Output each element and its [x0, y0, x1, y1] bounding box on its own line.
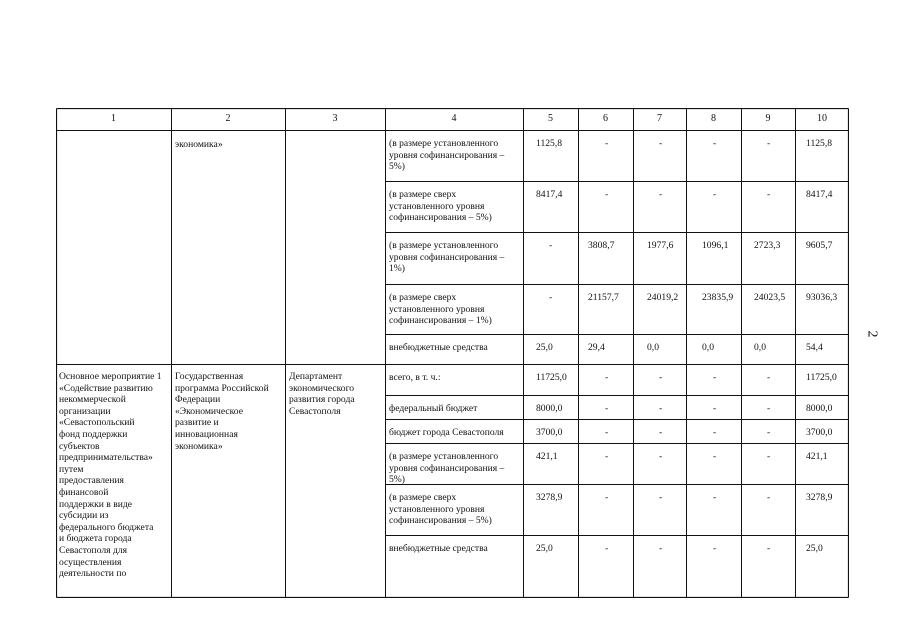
value-cell: -: [767, 492, 771, 503]
value-cell: 8417,4: [536, 189, 563, 200]
activity-description: Основное мероприятие 1 «Содействие развитию некоммерческой организации «Севастопольский фонд поддержки субъектов предпринимательства» путем предоставления финансовой поддержки в виде субсидии из федерального бюджета и бюджета города Севастополя для осуществления деятельности по: [59, 371, 162, 580]
value-cell: -: [605, 492, 609, 503]
value-cell: -: [713, 543, 717, 554]
responsible-department: Департамент экономического развития города Севастополя: [289, 371, 355, 417]
value-cell: -: [713, 403, 717, 414]
value-cell: -: [767, 138, 771, 149]
value-cell: -: [659, 403, 663, 414]
column-number-header: 8: [711, 113, 716, 124]
value-cell: 25,0: [806, 543, 823, 554]
row-label: бюджет города Севастополя: [389, 427, 504, 438]
value-cell: 24023,5: [754, 292, 786, 303]
column-number-header: 3: [332, 113, 338, 124]
value-cell: -: [713, 427, 717, 438]
value-cell: 3700,0: [806, 427, 833, 438]
value-cell: 3700,0: [536, 427, 563, 438]
value-cell: 29,4: [588, 342, 605, 353]
row-label: (в размере сверх установленного уровня софинансирования – 1%): [389, 292, 492, 327]
column-number-header: 2: [225, 113, 231, 124]
value-cell: -: [767, 427, 771, 438]
budget-table: [56, 108, 849, 598]
value-cell: -: [659, 189, 663, 200]
value-cell: 25,0: [536, 342, 553, 353]
value-cell: -: [549, 292, 553, 303]
column-number-header: 5: [548, 113, 553, 124]
row-label: (в размере сверх установленного уровня софинансирования – 5%): [389, 492, 492, 527]
value-cell: 2723,3: [754, 240, 781, 251]
value-cell: 11725,0: [806, 372, 837, 383]
value-cell: -: [767, 543, 771, 554]
state-program-name: Государственная программа Российской Федерации «Экономическое развитие и инновационная экономика»: [175, 371, 269, 452]
column-number-header: 4: [451, 113, 457, 124]
value-cell: -: [605, 543, 609, 554]
value-cell: -: [659, 492, 663, 503]
value-cell: -: [713, 492, 717, 503]
value-cell: 3278,9: [806, 492, 833, 503]
column-number-header: 7: [657, 113, 662, 124]
value-cell: -: [713, 372, 717, 383]
value-cell: 1125,8: [806, 138, 833, 149]
row-label: (в размере установленного уровня софинансирования – 1%): [389, 240, 505, 275]
value-cell: 8000,0: [536, 403, 563, 414]
value-cell: 0,0: [702, 342, 714, 353]
page-number: 2: [864, 330, 880, 338]
value-cell: 8417,4: [806, 189, 833, 200]
row-label: (в размере установленного уровня софинансирования – 5%): [389, 451, 505, 486]
value-cell: -: [659, 427, 663, 438]
value-cell: -: [713, 138, 717, 149]
value-cell: -: [659, 451, 663, 462]
value-cell: 21157,7: [588, 292, 619, 303]
value-cell: -: [605, 451, 609, 462]
value-cell: 11725,0: [536, 372, 567, 383]
value-cell: -: [659, 543, 663, 554]
column-number-header: 9: [765, 113, 771, 124]
value-cell: 0,0: [647, 342, 659, 353]
value-cell: 3278,9: [536, 492, 563, 503]
value-cell: 9605,7: [806, 240, 833, 251]
column-number-header: 10: [817, 113, 827, 124]
value-cell: -: [713, 189, 717, 200]
value-cell: -: [659, 138, 663, 149]
value-cell: -: [767, 403, 771, 414]
value-cell: -: [605, 427, 609, 438]
value-cell: -: [605, 189, 609, 200]
value-cell: -: [605, 372, 609, 383]
row-label: федеральный бюджет: [389, 403, 478, 414]
value-cell: 421,1: [806, 451, 828, 462]
value-cell: 1096,1: [702, 240, 729, 251]
value-cell: -: [605, 138, 609, 149]
value-cell: 93036,3: [806, 292, 838, 303]
column-number-header: 6: [603, 113, 608, 124]
value-cell: -: [767, 372, 771, 383]
value-cell: -: [767, 451, 771, 462]
row-label: всего, в т. ч.:: [389, 372, 441, 383]
value-cell: 421,1: [536, 451, 558, 462]
value-cell: 1977,6: [647, 240, 674, 251]
row-label: (в размере сверх установленного уровня софинансирования – 5%): [389, 189, 492, 224]
value-cell: -: [713, 451, 717, 462]
value-cell: 54,4: [806, 342, 823, 353]
value-cell: -: [659, 372, 663, 383]
row-label: внебюджетные средства: [389, 342, 488, 353]
value-cell: 0,0: [754, 342, 766, 353]
value-cell: 1125,8: [536, 138, 563, 149]
row-label: (в размере установленного уровня софинансирования – 5%): [389, 138, 505, 173]
value-cell: 25,0: [536, 543, 553, 554]
value-cell: 24019,2: [647, 292, 679, 303]
value-cell: -: [605, 403, 609, 414]
value-cell: 3808,7: [588, 240, 615, 251]
row-label: внебюджетные средства: [389, 543, 488, 554]
value-cell: 8000,0: [806, 403, 833, 414]
program-name-continued: экономика»: [175, 139, 223, 150]
column-number-header: 1: [111, 113, 116, 124]
value-cell: -: [549, 240, 553, 251]
value-cell: -: [767, 189, 771, 200]
value-cell: 23835,9: [702, 292, 734, 303]
